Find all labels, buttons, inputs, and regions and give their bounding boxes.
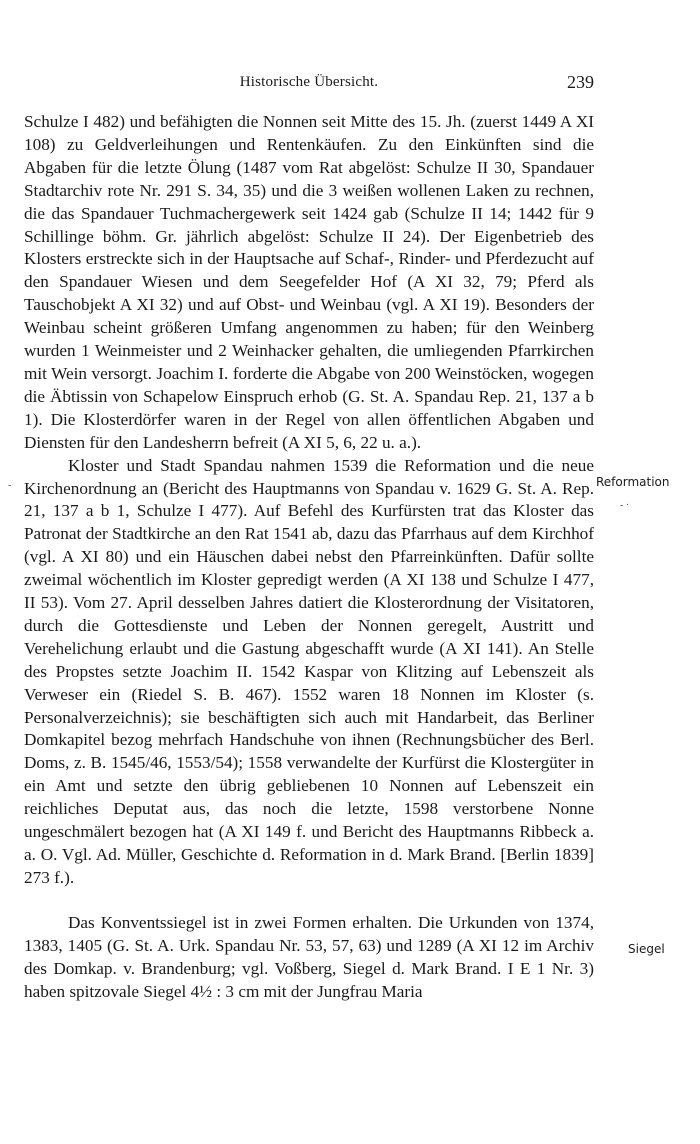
paragraph-economy: Schulze I 482) und befähigten die Nonnen seit Mitte des 15. Jh. (zuerst 1449 A XI 108) zu Geldverleihungen und Rentenkäufen. Zu den Einkünften sind die Abgaben für die letzte Ölung (1487 vom Rat abgelöst: Schulze II 30, Spandauer Stadtarchiv rote Nr. 291 S. 34, 35) und die 3 weißen wollenen Laken zu rechnen, die das Spandauer Tuchmachergewerk seit 1424 gab (Schulze II 14; 1442 für 9 Schillinge böhm. Gr. jährlich abgelöst: Schulze II 24). Der Eigenbetrieb des Klosters erstreckte sich in der Hauptsache auf Schaf-, Rinder- und Pferdezucht auf den Spandauer Wiesen und dem Seegefelder Hof (A XI 32, 79; Pferd als Tauschobjekt A XI 32) und auf Obst- und Weinbau (vgl. A XI 19). Besonders der Weinbau scheint größeren Umfang angenommen zu haben; für den Weinberg wurden 1 Weinmeister und 2 Weinhacker gehalten, die umliegenden Pfarrkirchen mit Wein versorgt. Joachim I. forderte die Abgabe von 200 Weinstöcken, wogegen die Äbtissin von Schapelow Einspruch erhob (G. St. A. Spandau Rep. 21, 137 a b 1). Die Klosterdörfer waren in der Regel von allen öffentlichen Abgaben und Diensten für den Landesherrn befreit (A XI 5, 6, 22 u. a.). [24,112,594,452]
paragraph-reformation: Kloster und Stadt Spandau nahmen 1539 die Reformation und die neue Kirchenordnung an (Bericht des Hauptmanns von Spandau v. 1629 G. St. A. Rep. 21, 137 a b 1, Schulze I 477). Auf Befehl des Kurfürsten trat das Kloster das Patronat der Stadtkirche an den Rat 1541 ab, dazu das Pfarrhaus auf dem Kirchhof (vgl. A XI 80) und ein Häuschen dabei nebst den Pfarreinkünften. Dafür sollte zweimal wöchentlich im Kloster gepredigt werden (A XI 138 und Schulze I 477, II 53). Vom 27. April desselben Jahres datiert die Klosterordnung der Visitatoren, durch die Gottesdienste und Leben der Nonnen geregelt, Austritt und Verehelichung erlaubt und die Gastung abgeschafft wurde (A XI 141). An Stelle des Propstes setzte Joachim II. 1542 Kaspar von Klitzing auf Lebenszeit als Verweser ein (Riedel S. B. 467). 1552 waren 18 Nonnen im Kloster (s. Personalverzeichnis); sie beschäftigten sich auch mit Handarbeit, das Berliner Domkapitel bezog mehrfach Handschuhe von ihnen (Rechnungsbücher des Berl. Doms, z. B. 1545/46, 1553/54); 1558 verwandelte der Kurfürst die Klostergüter in ein Amt und setzte den übrig gebliebenen 10 Nonnen auf Lebenszeit ein reichliches Deputat aus, das noch die letzte, 1598 verstorbene Nonne ungeschmälert bezogen hat (A XI 149 f. und Bericht des Hauptmanns Ribbeck a. a. O. Vgl. Ad. Müller, Geschichte d. Reformation in d. Mark Brand. [Berlin 1839] 273 f.). [24,455,594,887]
scan-speck: - [8,480,12,491]
margin-note-siegel: Siegel [628,942,665,956]
body-text [24,111,594,1003]
scan-speck: - · [620,500,630,511]
running-header [24,72,594,94]
margin-note-reformation: Reformation [596,475,670,489]
running-title: Historische Übersicht. [239,74,379,90]
paragraph-seal: Das Konventssiegel ist in zwei Formen erhalten. Die Urkunden von 1374, 1383, 1405 (G. St. A. Urk. Spandau Nr. 53, 57, 63) und 1289 (A XI 12 im Archiv des Domkap. v. Brandenburg; vgl. Voßberg, Siegel d. Mark Brand. I E 1 Nr. 3) haben spitzovale Siegel 4½ : 3 cm mit der Jungfrau Maria [24,912,594,1001]
page-number: 239 [567,72,594,92]
